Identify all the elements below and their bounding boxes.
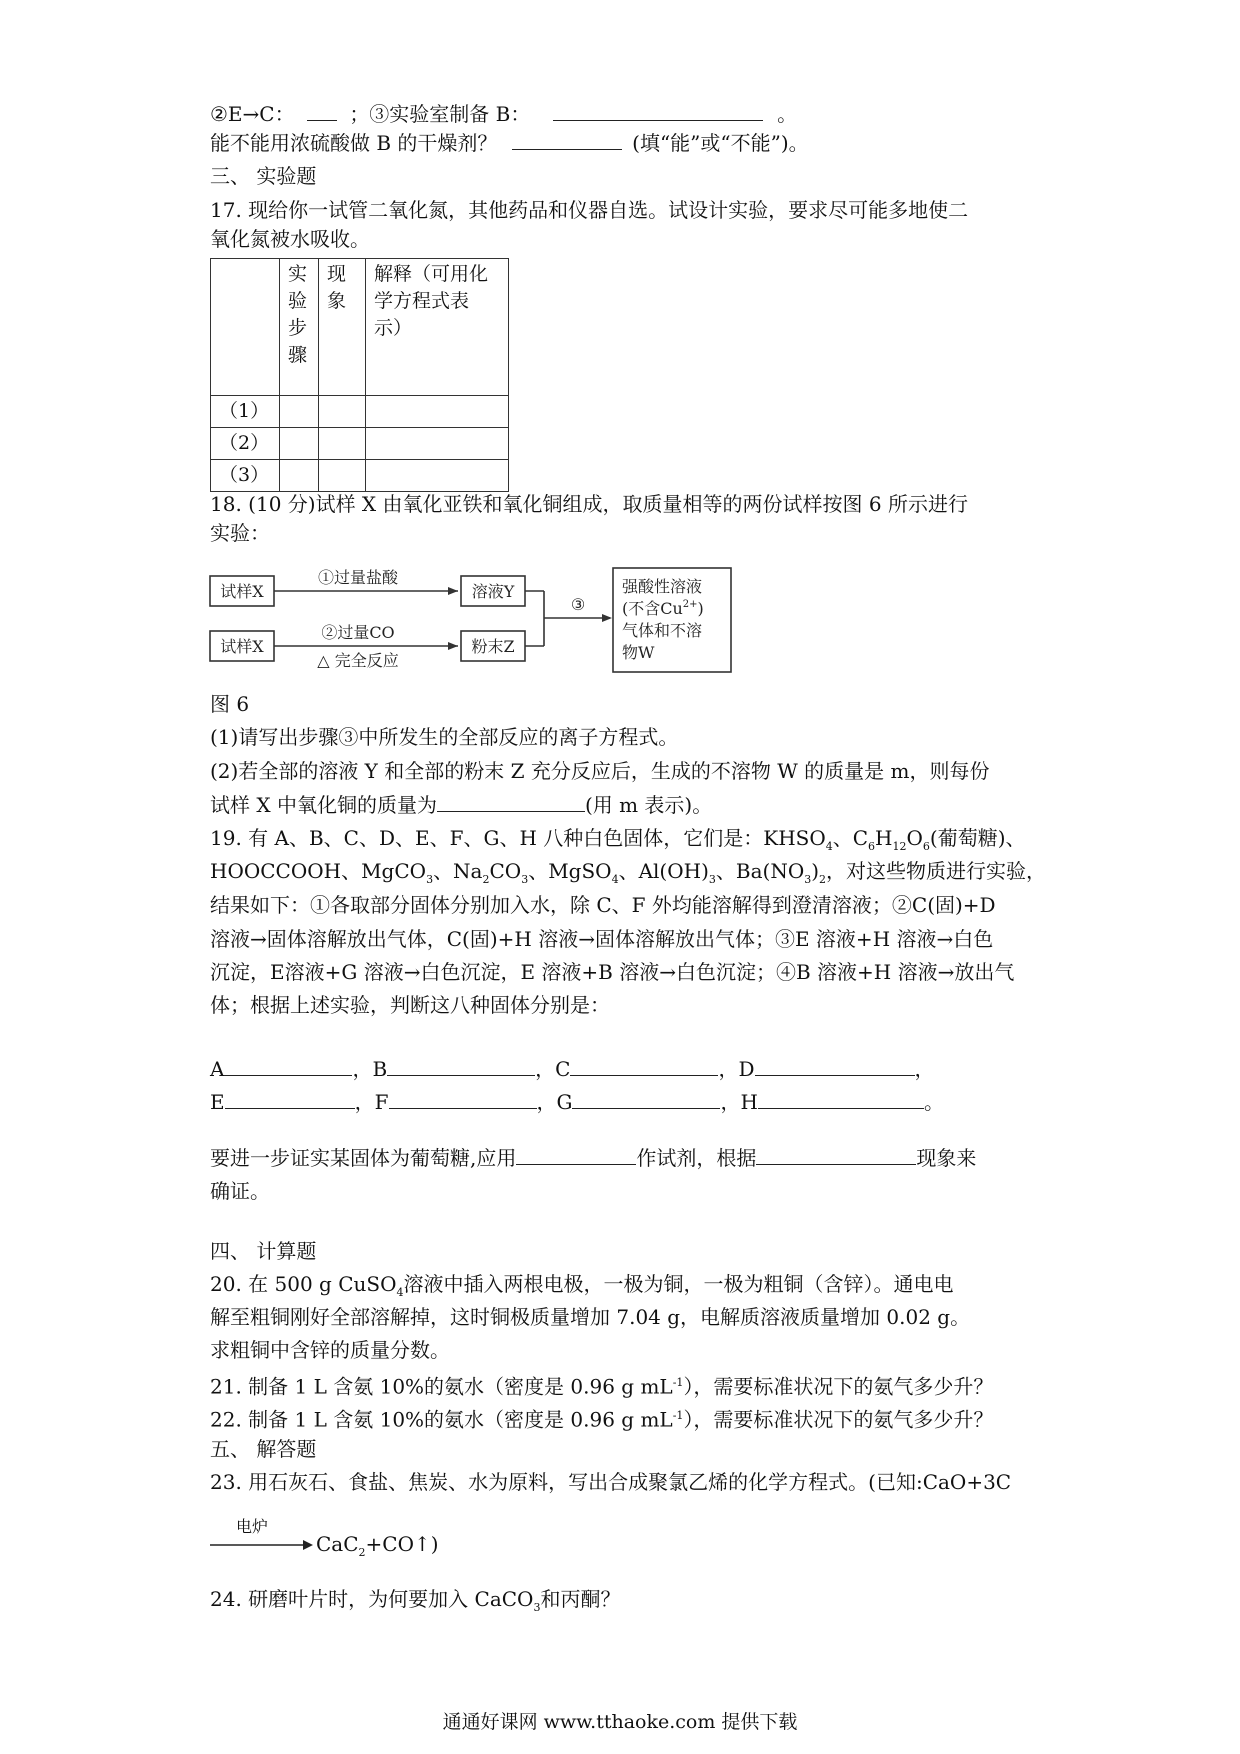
q18-part-1: (1)请写出步骤③中所发生的全部反应的离子方程式。 — [210, 725, 679, 749]
table-cell[interactable] — [319, 460, 366, 492]
q17-text-1: 17. 现给你一试管二氧化氮，其他药品和仪器自选。试设计实验，要求尽可能多地使二 — [210, 198, 969, 222]
page-footer: 通通好课网 www.tthaoke.com 提供下载 — [442, 1711, 798, 1733]
subscript: 3 — [708, 873, 716, 886]
q19-text: (葡萄糖)、 — [929, 826, 1026, 850]
answer-label: ，H — [720, 1090, 758, 1114]
table-cell[interactable] — [319, 396, 366, 428]
q22 — [210, 1402, 993, 1434]
table-cell[interactable] — [319, 428, 366, 460]
answer-blank-e[interactable] — [225, 1088, 355, 1109]
table-row — [211, 428, 509, 460]
step1-label: ①过量盐酸 — [317, 568, 399, 587]
table-cell[interactable] — [280, 396, 319, 428]
table-row — [211, 396, 509, 428]
step3-label: ③ — [570, 595, 586, 614]
solution-y-label: 溶液Y — [471, 582, 515, 601]
q19-text: 、C — [832, 826, 869, 850]
q18-text-1: 18. (10 分)试样 X 由氧化亚铁和氧化铜组成，取质量相等的两份试样按图 6 所示进行 — [210, 492, 968, 516]
subscript: 4 — [396, 1286, 404, 1299]
table-cell[interactable] — [366, 396, 509, 428]
q19-line-2 — [210, 857, 1046, 894]
q19-text: CO — [489, 859, 522, 883]
answer-label: ， — [914, 1057, 935, 1081]
q19-line-3: 结果如下：①各取部分固体分别加入水，除 C、F 外均能溶解得到澄清溶液；②C(固)+D — [210, 893, 996, 917]
row-label: （2） — [211, 428, 280, 460]
q16-line-3 — [210, 129, 809, 157]
q20-text: 20. 在 500 g CuSO — [210, 1272, 397, 1296]
step2-label: ②过量CO — [321, 623, 395, 642]
result-line-2 — [622, 599, 704, 618]
answer-blank[interactable] — [512, 129, 622, 150]
step2-condition-label: △ 完全反应 — [317, 651, 399, 670]
header-text: 实 — [288, 263, 308, 285]
q22-text: 22. 制备 1 L 含氨 10%的氨水（密度是 0.96 g mL — [210, 1407, 673, 1432]
answer-blank-c[interactable] — [570, 1055, 718, 1076]
table-header-cell — [319, 259, 366, 396]
arrow-condition-label: 电炉 — [236, 1517, 269, 1536]
q19-answers-row-2 — [210, 1088, 944, 1116]
q19-text: 、MgSO — [528, 859, 612, 883]
q19-text: 、Ba(NO — [715, 859, 805, 883]
q17-text-2: 氧化氮被水吸收。 — [210, 227, 370, 251]
q22-text: ），需要标准状况下的氨气多少升？ — [683, 1407, 994, 1432]
answer-blank[interactable] — [437, 791, 585, 812]
header-text: 学方程式表 — [374, 290, 470, 312]
result-line-3: 气体和不溶 — [622, 621, 703, 640]
superscript: -1 — [672, 1376, 684, 1389]
q19-text: 19. 有 A、B、C、D、E、F、G、H 八种白色固体，它们是：KHSO — [210, 826, 826, 850]
q19-line-6: 体；根据上述实验，判断这八种固体分别是： — [210, 993, 610, 1017]
subscript: 2 — [358, 1546, 366, 1559]
superscript: -1 — [672, 1409, 684, 1422]
answer-blank-h[interactable] — [758, 1088, 924, 1109]
q19-text: O — [906, 826, 923, 850]
table-cell[interactable] — [366, 460, 509, 492]
q18-text-2: 实验： — [210, 521, 270, 545]
sample-x-label: 试样X — [220, 637, 264, 656]
q24-text: 24. 研磨叶片时，为何要加入 CaCO — [210, 1587, 534, 1611]
q19-line-7 — [210, 1144, 976, 1172]
answer-label: 。 — [923, 1090, 944, 1114]
q20-line-3: 求粗铜中含锌的质量分数。 — [210, 1338, 450, 1362]
header-text: 解释（可用化 — [374, 263, 489, 285]
subscript: 12 — [892, 840, 907, 853]
q20-line-1 — [210, 1270, 954, 1307]
answer-blank[interactable] — [307, 100, 337, 121]
table-header-cell — [366, 259, 509, 396]
subscript: 3 — [533, 1601, 541, 1614]
answer-label: ，C — [535, 1057, 571, 1081]
answer-blank-g[interactable] — [572, 1088, 720, 1109]
row-label: （3） — [211, 460, 280, 492]
q19-text: ) — [811, 859, 820, 883]
q20-text: 溶液中插入两根电极，一极为铜，一极为粗铜（含锌）。通电电 — [403, 1272, 954, 1296]
header-text: 示） — [374, 317, 413, 339]
table-row — [211, 460, 509, 492]
answer-label: A — [210, 1057, 225, 1081]
powder-z-label: 粉末Z — [471, 637, 515, 656]
table-cell[interactable] — [366, 428, 509, 460]
q18-part-2-line-2 — [210, 791, 712, 819]
header-text: 骤 — [288, 344, 308, 366]
subscript: 4 — [825, 840, 833, 853]
answer-blank-b[interactable] — [387, 1055, 535, 1076]
table-header-cell — [280, 259, 319, 396]
q21-text: 21. 制备 1 L 含氨 10%的氨水（密度是 0.96 g mL — [210, 1374, 673, 1399]
q16-dry-hint: (填“能”或“不能”)。 — [632, 131, 809, 155]
answer-blank[interactable] — [756, 1144, 916, 1165]
header-text: 步 — [288, 317, 308, 339]
subscript: 6 — [868, 840, 876, 853]
figure-label: 图 6 — [210, 692, 250, 716]
electric-furnace-arrow — [210, 1514, 314, 1554]
q24-text: 和丙酮？ — [540, 1587, 621, 1611]
q23-text: +CO↑) — [365, 1532, 439, 1556]
q19-line-5: 沉淀，E溶液+G 溶液→白色沉淀，E 溶液+B 溶液→白色沉淀；④B 溶液+H 溶液→放出气 — [210, 960, 1015, 984]
arrow-head — [448, 587, 458, 595]
arrow-head — [602, 614, 612, 622]
q19-answers-row-1 — [210, 1055, 935, 1083]
answer-blank-d[interactable] — [755, 1055, 915, 1076]
q24 — [210, 1585, 620, 1622]
q19-line-8: 确证。 — [210, 1179, 270, 1203]
q19-text: HOOCCOOH、MgCO — [210, 859, 427, 883]
sample-x-label: 试样X — [220, 582, 264, 601]
result-line-4: 物W — [622, 643, 655, 662]
subscript: 3 — [521, 873, 529, 886]
q19-text: 要进一步证实某固体为葡萄糖,应用 — [210, 1146, 517, 1170]
q16-dry-question: 能不能用浓硫酸做 B 的干燥剂？ — [210, 131, 498, 155]
q19-text: 作试剂，根据 — [636, 1146, 757, 1170]
q19-text: ，对这些物质进行实验， — [826, 859, 1047, 883]
q19-text: 、Al(OH) — [618, 859, 709, 883]
subscript: 3 — [804, 873, 812, 886]
q19-line-1 — [210, 824, 1026, 861]
right-arrow-icon — [210, 1538, 314, 1552]
figure-6-flow-diagram — [208, 556, 748, 676]
table-header-cell — [211, 259, 280, 396]
section-heading-calculation: 四、 计算题 — [210, 1239, 317, 1263]
section-heading-experiment: 三、 实验题 — [210, 164, 317, 188]
answer-blank-f[interactable] — [389, 1088, 537, 1109]
table-cell[interactable] — [280, 460, 319, 492]
q20-line-2: 解至粗铜刚好全部溶解掉，这时铜极质量增加 7.04 g，电解质溶液质量增加 0.02 g。 — [210, 1305, 971, 1329]
table-header-row — [211, 259, 509, 396]
answer-label: ，F — [354, 1090, 389, 1114]
q19-text: 、Na — [433, 859, 483, 883]
q16-line-2 — [210, 100, 797, 128]
answer-label: ，D — [718, 1057, 755, 1081]
q21-text: ），需要标准状况下的氨气多少升？ — [683, 1374, 994, 1399]
answer-blank-a[interactable] — [224, 1055, 352, 1076]
subscript: 2 — [819, 873, 827, 886]
q23-text: CaC — [316, 1532, 359, 1556]
q19-line-4: 溶液→固体溶解放出气体，C(固)+H 溶液→固体溶解放出气体；③E 溶液+H 溶液→白色 — [210, 927, 994, 951]
header-text: 象 — [327, 290, 347, 312]
table-cell[interactable] — [280, 428, 319, 460]
result-line-1: 强酸性溶液 — [622, 577, 703, 596]
answer-label: ，G — [536, 1090, 573, 1114]
q16-b-prep-label: ；③实验室制备 B： — [349, 102, 531, 126]
answer-label: ，B — [352, 1057, 388, 1081]
answer-blank[interactable] — [516, 1144, 636, 1165]
arrow-head — [448, 642, 458, 650]
experiment-table — [210, 258, 509, 492]
answer-label: E — [210, 1090, 225, 1114]
q19-text: H — [875, 826, 893, 850]
result-text: ) — [697, 599, 704, 618]
q23-line-2 — [316, 1530, 439, 1567]
q18-text: (用 m 表示)。 — [584, 793, 713, 817]
subscript: 4 — [611, 873, 619, 886]
q18-text: 试样 X 中氧化铜的质量为 — [210, 793, 437, 817]
subscript: 6 — [922, 840, 930, 853]
section-heading-answer: 五、 解答题 — [210, 1437, 317, 1461]
q18-part-2-line-1: (2)若全部的溶液 Y 和全部的粉末 Z 充分反应后，生成的不溶物 W 的质量是 m，则每份 — [210, 759, 990, 783]
q19-text: 现象来 — [916, 1146, 977, 1170]
row-label: （1） — [211, 396, 280, 428]
q23-line-1: 23. 用石灰石、食盐、焦炭、水为原料，写出合成聚氯乙烯的化学方程式。(已知:CaO+3C — [210, 1470, 1012, 1494]
result-text: (不含Cu — [622, 599, 683, 618]
q16-ec-label: ②E→C： — [210, 102, 295, 126]
period: 。 — [777, 102, 798, 126]
subscript: 3 — [426, 873, 434, 886]
header-text: 验 — [288, 290, 308, 312]
superscript: 2+ — [682, 599, 698, 610]
q21 — [210, 1369, 993, 1401]
header-text: 现 — [327, 263, 347, 285]
subscript: 2 — [482, 873, 490, 886]
answer-blank[interactable] — [553, 100, 763, 121]
